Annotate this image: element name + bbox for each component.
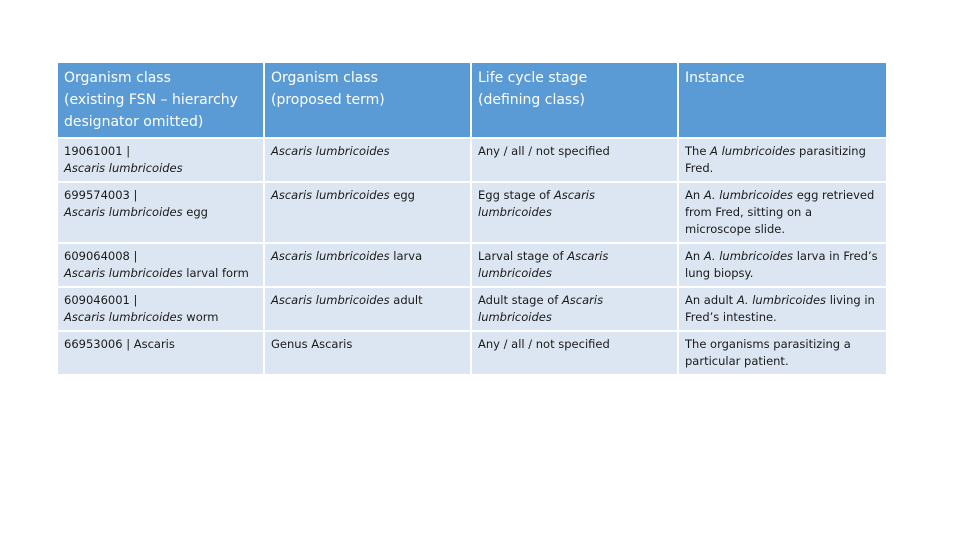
header-life-cycle-stage: Life cycle stage (defining class) (472, 63, 679, 139)
header-row (58, 63, 886, 139)
cell-life-cycle-stage: Larval stage of Ascaris lumbricoides (472, 244, 679, 288)
cell-existing-fsn: 699574003 | Ascaris lumbricoides egg (58, 183, 265, 244)
cell-proposed-term: Ascaris lumbricoides (265, 139, 472, 183)
header-existing-fsn: Organism class (existing FSN – hierarchy designator omitted) (58, 63, 265, 139)
header-instance: Instance (679, 63, 886, 139)
cell-life-cycle-stage: Egg stage of Ascaris lumbricoides (472, 183, 679, 244)
cell-existing-fsn: 66953006 | Ascaris (58, 332, 265, 376)
cell-instance: An adult A. lumbricoides living in Fred’s intestine. (679, 288, 886, 332)
cell-instance: An A. lumbricoides larva in Fred’s lung biopsy. (679, 244, 886, 288)
ascaris-classification-table (58, 63, 886, 376)
cell-instance: An A. lumbricoides egg retrieved from Fred, sitting on a microscope slide. (679, 183, 886, 244)
header-proposed-term: Organism class (proposed term) (265, 63, 472, 139)
table-row (58, 244, 886, 288)
cell-proposed-term: Ascaris lumbricoides larva (265, 244, 472, 288)
cell-existing-fsn: 19061001 | Ascaris lumbricoides (58, 139, 265, 183)
table-row (58, 183, 886, 244)
table-row (58, 288, 886, 332)
cell-proposed-term: Ascaris lumbricoides egg (265, 183, 472, 244)
cell-proposed-term: Genus Ascaris (265, 332, 472, 376)
cell-life-cycle-stage: Any / all / not specified (472, 332, 679, 376)
cell-life-cycle-stage: Adult stage of Ascaris lumbricoides (472, 288, 679, 332)
cell-instance: The A lumbricoides parasitizing Fred. (679, 139, 886, 183)
cell-instance: The organisms parasitizing a particular patient. (679, 332, 886, 376)
table-row (58, 332, 886, 376)
cell-existing-fsn: 609064008 | Ascaris lumbricoides larval form (58, 244, 265, 288)
cell-life-cycle-stage: Any / all / not specified (472, 139, 679, 183)
cell-existing-fsn: 609046001 | Ascaris lumbricoides worm (58, 288, 265, 332)
cell-proposed-term: Ascaris lumbricoides adult (265, 288, 472, 332)
table-row (58, 139, 886, 183)
